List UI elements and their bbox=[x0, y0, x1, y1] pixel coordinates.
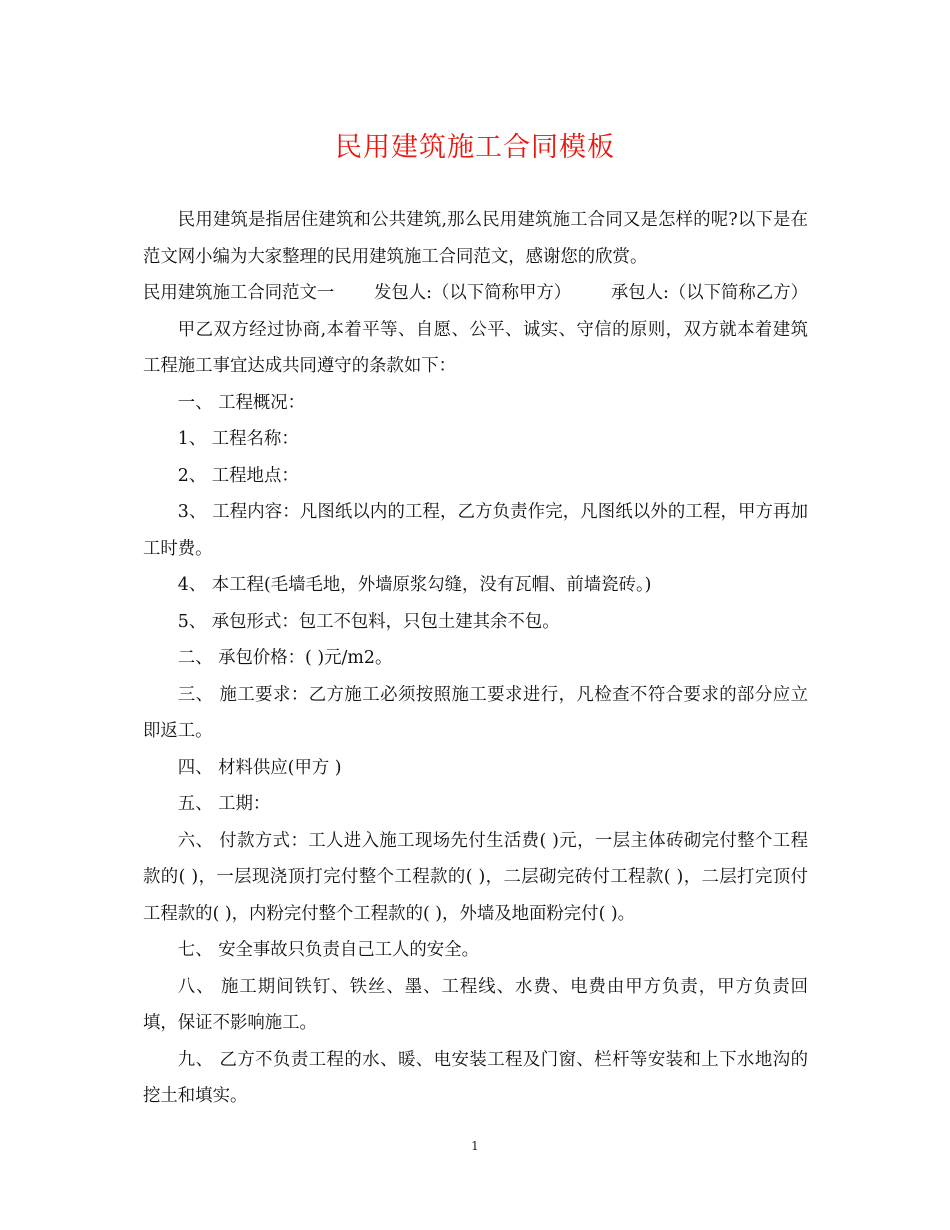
clause-project-scope: 4、 本工程(毛墙毛地，外墙原浆勾缝，没有瓦帽、前墙瓷砖。) bbox=[177, 575, 652, 595]
sample-heading: 民用建筑施工合同范文一 bbox=[143, 283, 335, 303]
section-construction-period: 五、 工期： bbox=[177, 794, 271, 814]
section-construction-costs: 八、 施工期间铁钉、铁丝、墨、工程线、水费、电费由甲方负责，甲方负责回填，保证不影响施工。 bbox=[143, 976, 808, 1033]
parties-line bbox=[143, 275, 808, 312]
contractor-label: 承包人:（以下简称乙方） bbox=[610, 283, 808, 303]
document-body bbox=[143, 202, 808, 1115]
section-payment-method: 六、 付款方式：工人进入施工现场先付生活费( )元，一层主体砖砌完付整个工程款的( )，一层现浇顶打完付整个工程款的( )，二层砌完砖付工程款( )，二层打完顶付工程款的( )，内粉完付整个工程款的( )，外墙及地面粉完付( )。 bbox=[143, 830, 808, 924]
section-construction-requirements: 三、 施工要求：乙方施工必须按照施工要求进行，凡检查不符合要求的部分应立即返工。 bbox=[143, 684, 808, 741]
intro-paragraph: 民用建筑是指居住建筑和公共建筑,那么民用建筑施工合同又是怎样的呢?以下是在范文网小编为大家整理的民用建筑施工合同范文，感谢您的欣赏。 bbox=[143, 210, 808, 267]
clause-contract-form: 5、 承包形式：包工不包料，只包土建其余不包。 bbox=[177, 611, 560, 632]
clause-project-location: 2、 工程地点： bbox=[177, 465, 299, 486]
employer-label: 发包人:（以下简称甲方） bbox=[373, 283, 572, 303]
section-material-supply: 四、 材料供应(甲方 ) bbox=[177, 757, 342, 778]
document-title: 民用建筑施工合同模板 bbox=[335, 132, 615, 163]
section-contract-price: 二、 承包价格：( )元/m2。 bbox=[177, 648, 393, 668]
section-safety: 七、 安全事故只负责自己工人的安全。 bbox=[177, 940, 479, 960]
agreement-paragraph: 甲乙双方经过协商,本着平等、自愿、公平、诚实、守信的原则，双方就本着建筑工程施工事宜达成共同遵守的条款如下： bbox=[143, 319, 808, 376]
clause-project-name: 1、 工程名称： bbox=[177, 429, 299, 449]
section-excluded-work: 九、 乙方不负责工程的水、暖、电安装工程及门窗、栏杆等安装和上下水地沟的挖土和填实。 bbox=[143, 1049, 808, 1106]
page-number: 1 bbox=[471, 1139, 479, 1153]
clause-project-content: 3、 工程内容：凡图纸以内的工程，乙方负责作完，凡图纸以外的工程，甲方再加工时费。 bbox=[143, 502, 808, 559]
section-heading-overview: 一、 工程概况： bbox=[177, 392, 306, 413]
